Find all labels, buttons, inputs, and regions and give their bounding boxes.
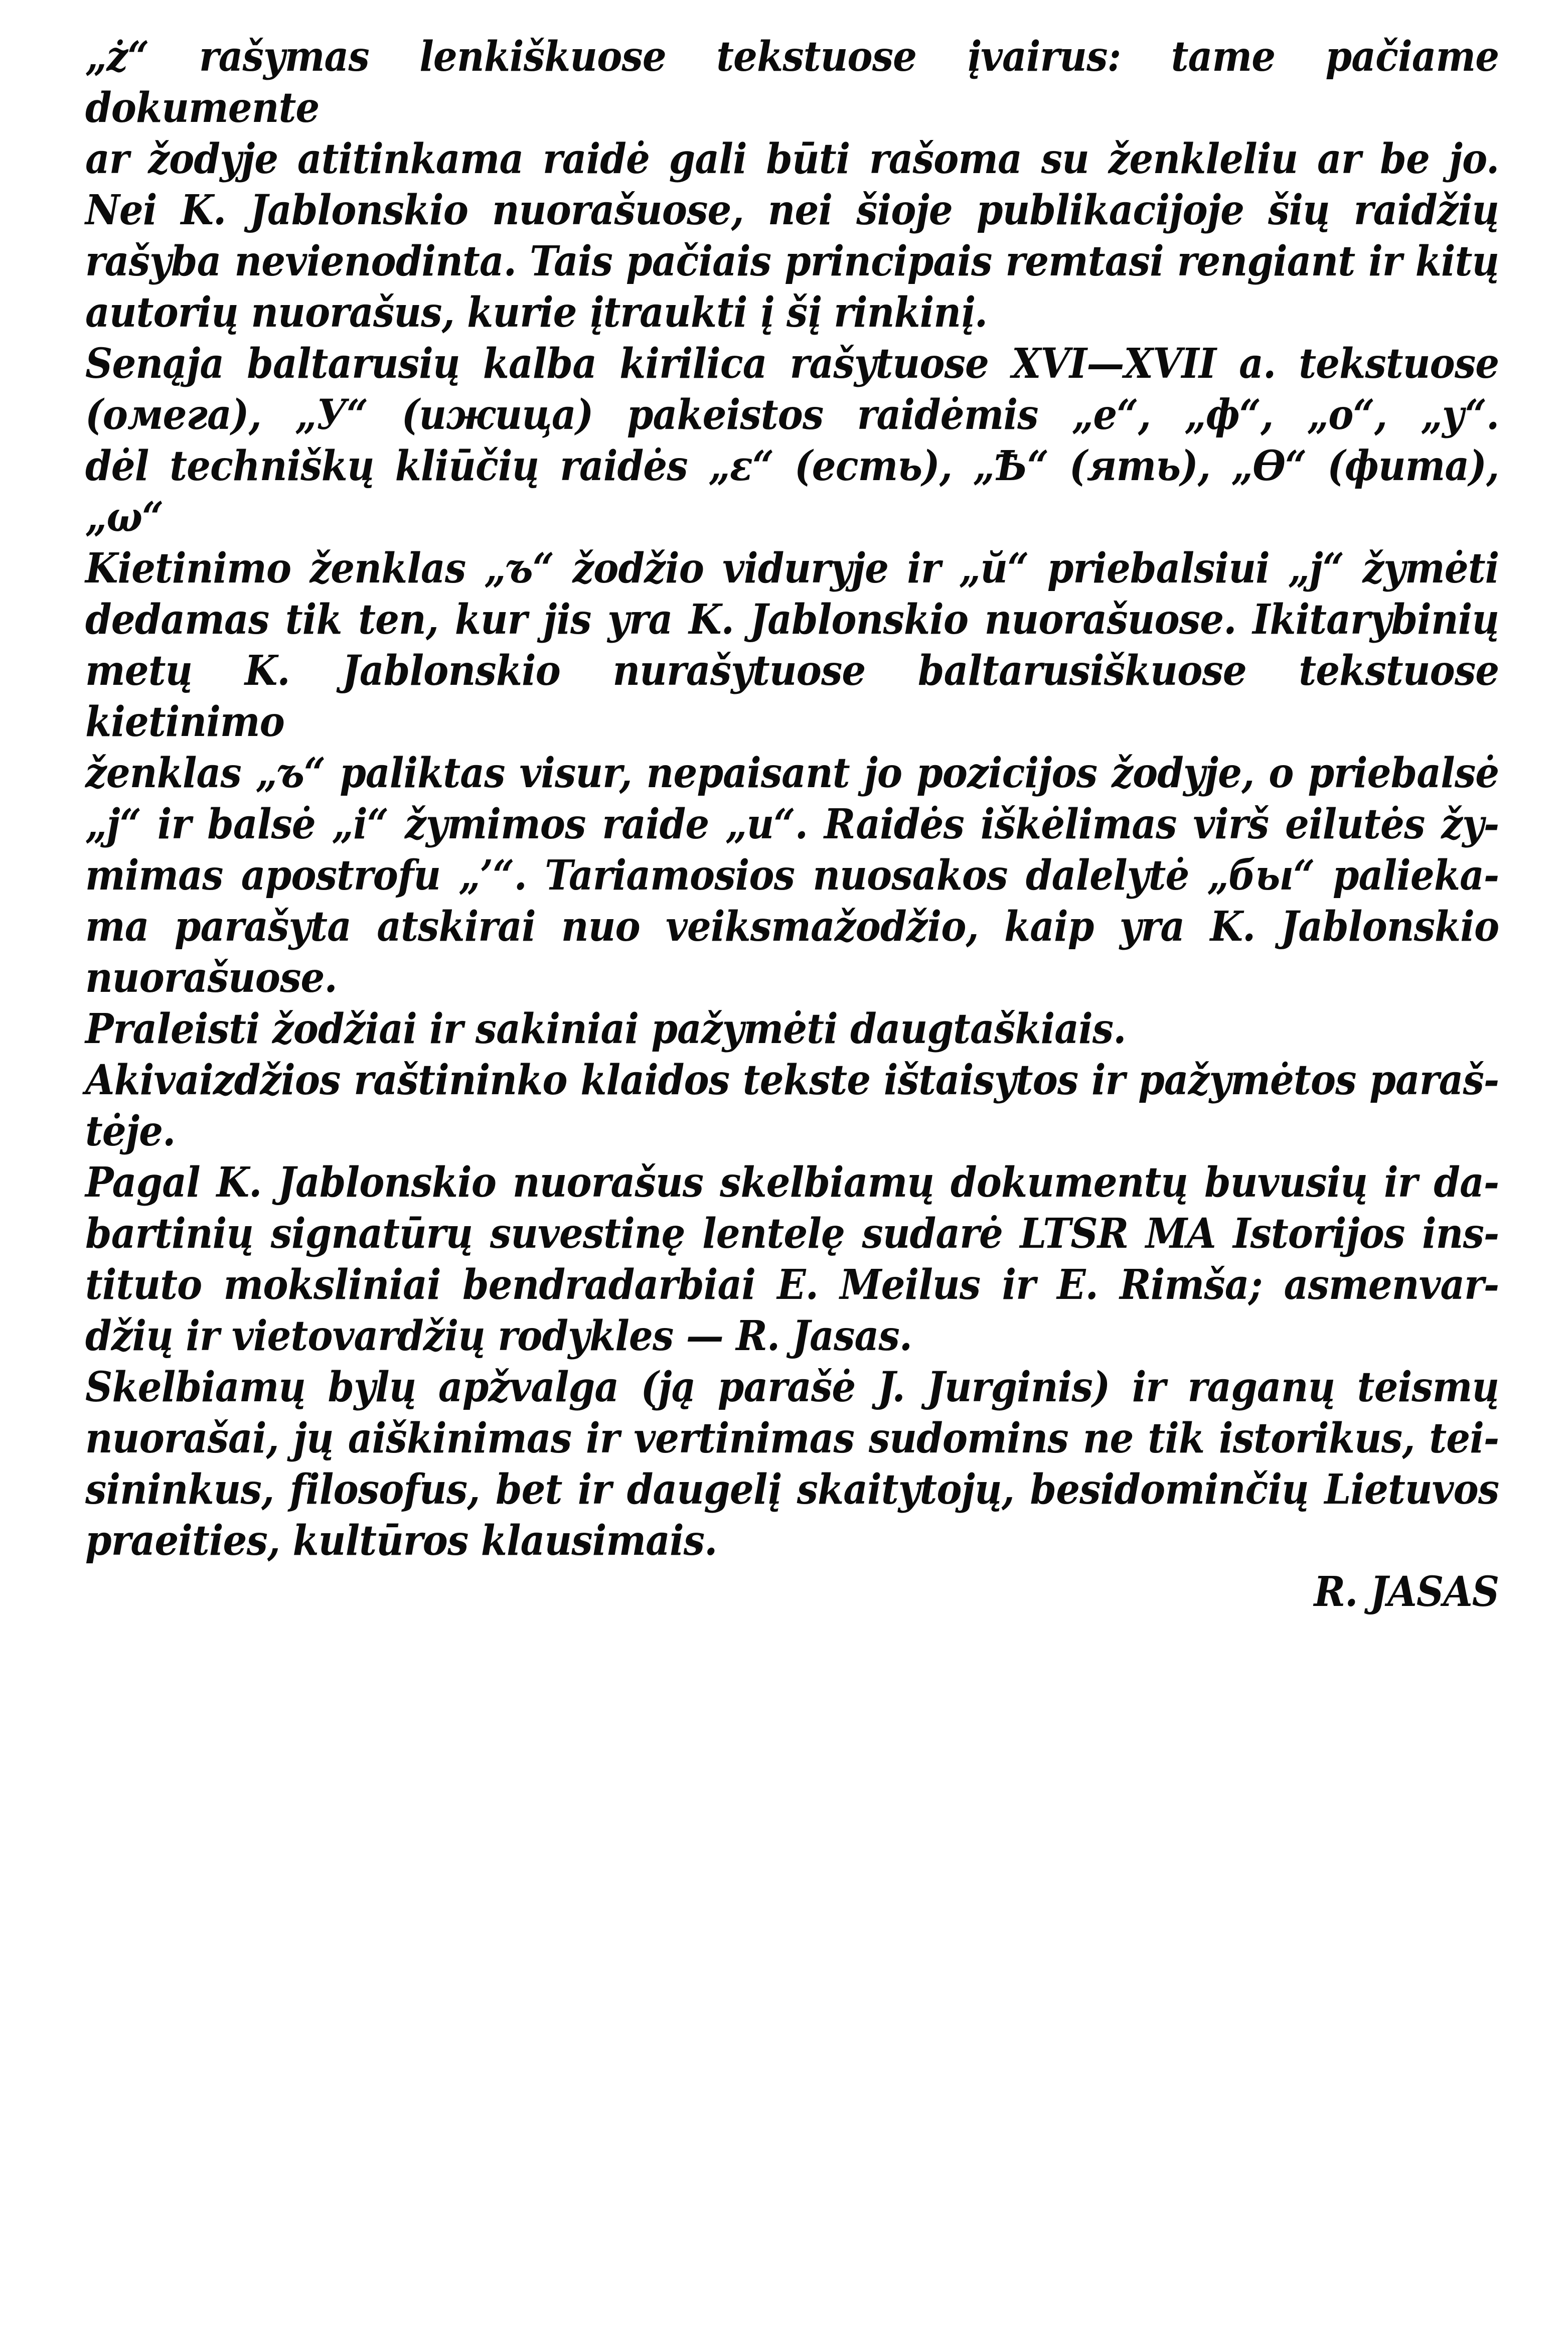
- text-line: sininkus, filosofus, bet ir daugelį skaitytojų, besidominčių Lietuvos: [85, 1465, 1499, 1514]
- text-line: ma parašyta atskirai nuo veiksmažodžio, kaip yra K. Jablonskio: [85, 903, 1499, 951]
- text-line: ženklas „ъ“ paliktas visur, nepaisant jo pozicijos žodyje, o priebalsė: [85, 749, 1499, 797]
- text-line: Akivaizdžios raštininko klaidos tekste ištaisytos ir pažymėtos paraš-: [85, 1056, 1499, 1104]
- text-line: (омега), „У“ (ижица) pakeistos raidėmis „e“, „ф“, „o“, „y“.: [85, 391, 1499, 439]
- text-line: bartinių signatūrų suvestinę lentelę sudarė LTSR MA Istorijos ins-: [85, 1210, 1499, 1258]
- text-line: Nei K. Jablonskio nuorašuose, nei šioje publikacijoje šių raidžių: [85, 186, 1499, 234]
- text-line: Senąja baltarusių kalba kirilica rašytuose XVI—XVII a. tekstuose: [85, 340, 1499, 388]
- text-line: džių ir vietovardžių rodykles — R. Jasas.: [85, 1312, 912, 1360]
- text-line: nuorašuose.: [85, 954, 337, 1002]
- text-line: nuorašai, jų aiškinimas ir vertinimas sudomins ne tik istorikus, tei-: [85, 1414, 1499, 1462]
- text-line: Praleisti žodžiai ir sakiniai pažymėti daugtaškiais.: [85, 1005, 1126, 1053]
- text-line: „j“ ir balsė „i“ žymimos raide „u“. Raidės iškėlimas virš eilutės žy-: [85, 800, 1499, 848]
- text-block: [85, 31, 1499, 1618]
- text-line: tėje.: [85, 1107, 176, 1155]
- text-line: „ż“ rašymas lenkiškuose tekstuose įvairus: tame pačiame dokumente: [85, 33, 1499, 132]
- text-line: autorių nuorašus, kurie įtraukti į šį rinkinį.: [85, 288, 988, 337]
- text-line: mimas apostrofu „’“. Tariamosios nuosakos dalelytė „бы“ palieka-: [85, 851, 1499, 900]
- text-line: praeities, kultūros klausimais.: [85, 1517, 717, 1565]
- text-line: dedamas tik ten, kur jis yra K. Jablonskio nuorašuose. Ikitarybinių: [85, 596, 1499, 644]
- text-line: Kietinimo ženklas „ъ“ žodžio viduryje ir „ŭ“ priebalsiui „j“ žymėti: [85, 544, 1499, 593]
- text-line: metų K. Jablonskio nurašytuose baltarusiškuose tekstuose kietinimo: [85, 647, 1499, 746]
- text-line: Skelbiamų bylų apžvalga (ją parašė J. Jurginis) ir raganų teismų: [85, 1363, 1499, 1411]
- text-line: Pagal K. Jablonskio nuorašus skelbiamų dokumentų buvusių ir da-: [85, 1158, 1499, 1207]
- text-line: dėl techniškų kliūčių raidės „ε“ (есть), „Ѣ“ (ять), „Ѳ“ (фита), „ω“: [85, 442, 1499, 541]
- signature-line: R. JASAS: [1314, 1568, 1499, 1616]
- text-line: tituto moksliniai bendradarbiai E. Meilus ir E. Rimša; asmenvar-: [85, 1261, 1499, 1309]
- text-line: rašyba nevienodinta. Tais pačiais principais remtasi rengiant ir kitų: [85, 237, 1499, 285]
- text-line: ar žodyje atitinkama raidė gali būti rašoma su ženkleliu ar be jo.: [85, 135, 1499, 183]
